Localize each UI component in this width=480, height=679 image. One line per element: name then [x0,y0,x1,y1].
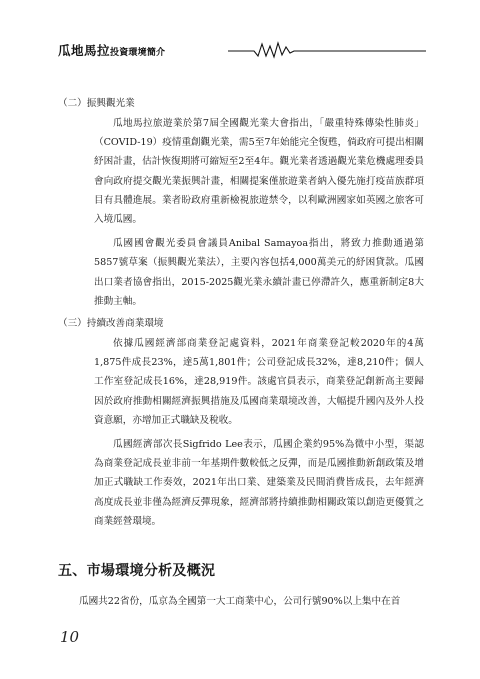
paragraph: 依據瓜國經濟部商業登記處資料，2021年商業登記較2020年的4萬1,875件成長23%，達5萬1,801件；公司登記成長32%，達8,210件；個人工作室登記成長16%，達28,919件。該處官員表示，商業登記創新高主要歸因於政府推動相關經濟振興措施及瓜國商業環境改善，大幅提升國內及外人投資意願，亦增加正式職缺及稅收。 [94,338,424,426]
header-title-sub: 投資環境簡介 [110,48,166,58]
section-heading-tourism: （二）振興觀光業 [58,98,135,109]
header-title-main: 瓜地馬拉 [58,43,111,58]
section-heading-business: （三）持續改善商業環境 [58,318,164,330]
page-number: 10 [60,628,80,646]
chapter-heading: 五、市場環境分析及概況 [58,563,216,579]
paragraph: 瓜國經濟部次長Sigfrido Lee表示，瓜國企業約95%為微中小型，渠認為商業登記成長並非前一年基期件數較低之反彈，而是瓜國推動新創政策及增加正式職缺工作奏效，2021年出口業、建築業及民間消費皆成長，去年經濟高度成長並非僅為經濟反彈現象，經濟部將持續推動相關政策以創造更優質之商業經營環境。 [94,439,424,527]
paragraph: 瓜國國會觀光委員會議員Anibal Samayoa指出，將致力推動通過第5857號草案（振興觀光業法），主要內容包括4,000萬美元的紓困貸款。瓜國出口業者協會指出，2015-2025觀光業永續計畫已停滯許久，應重新制定8大推動主軸。 [94,238,424,307]
running-header [58,40,426,60]
page-body [58,94,424,531]
paragraph: 瓜地馬拉旅遊業於第7屆全國觀光業大會指出，「嚴重特殊傳染性肺炎」（COVID-19）疫情重創觀光業，需5至7年始能完全復甦，倘政府可提出相關紓困計畫，估計恢復期將可縮短至2至4年。觀光業者透過觀光業危機處理委員會向政府提交觀光業振興計畫，相關提案僅旅遊業者納入優先施打疫苗族群項目有具體進展。業者盼政府重新檢視旅遊禁令，以利歐洲國家如英國之旅客可入境瓜國。 [94,118,424,226]
chapter-intro-paragraph: 瓜國共22省份，瓜京為全國第一大工商業中心，公司行號90%以上集中在首 [79,596,401,607]
header-title [58,41,165,59]
